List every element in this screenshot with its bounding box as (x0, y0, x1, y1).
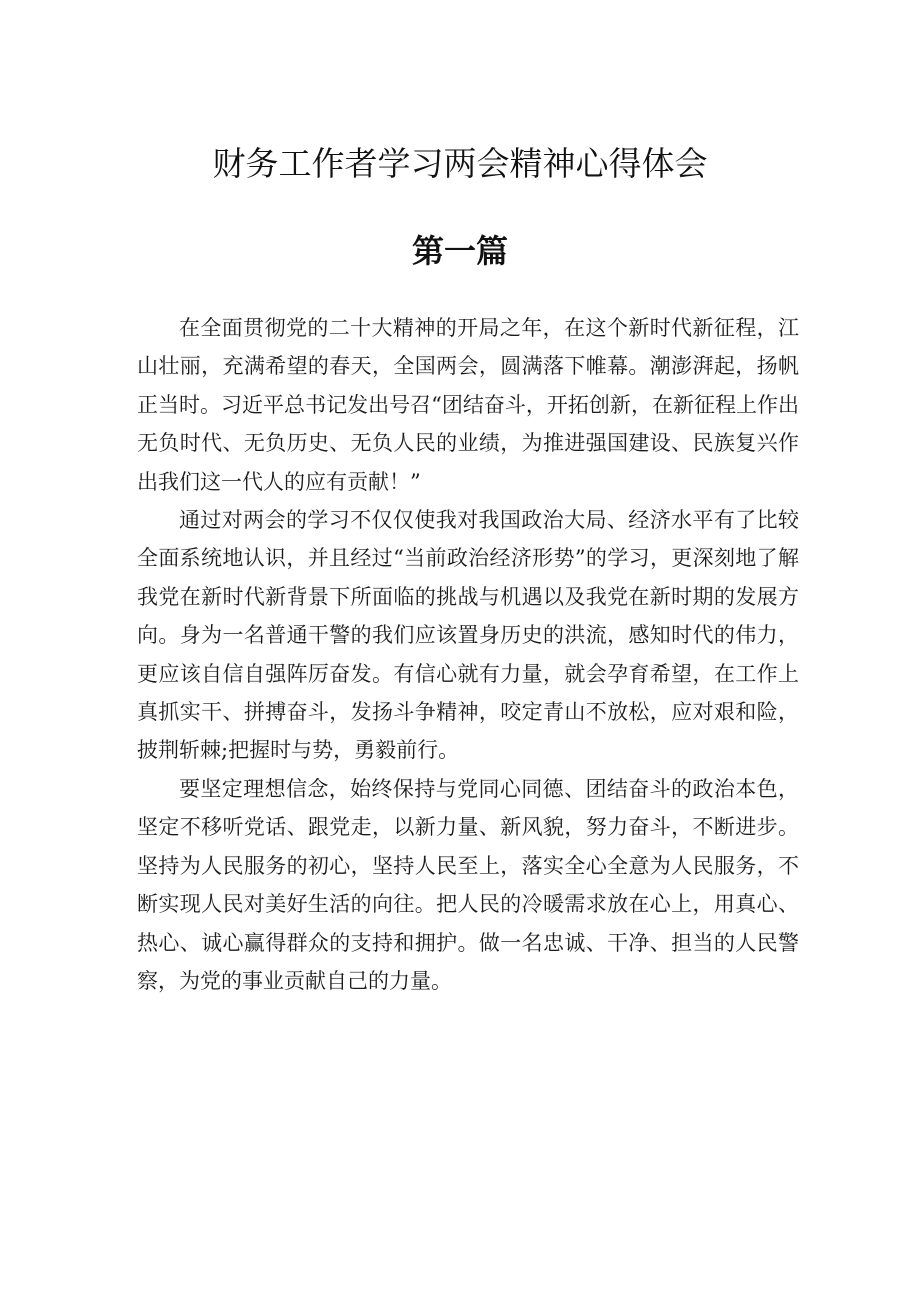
body-text (137, 309, 799, 1000)
page-title: 财务工作者学习两会精神心得体会 (212, 144, 708, 183)
paragraph-3: 要坚定理想信念，始终保持与党同心同德、团结奋斗的政治本色，坚定不移听党话、跟党走，以新力量、新风貌，努力奋斗，不断进步。坚持为人民服务的初心，坚持人民至上，落实全心全意为人民服务，不断实现人民对美好生活的向往。把人民的冷暖需求放在心上，用真心、热心、诚心赢得群众的支持和拥护。做一名忠诚、干净、担当的人民警察，为党的事业贡献自己的力量。 (137, 776, 799, 993)
section-heading: 第一篇 (411, 232, 508, 270)
paragraph-2: 通过对两会的学习不仅仅使我对我国政治大局、经济水平有了比较全面系统地认识，并且经过“当前政治经济形势”的学习，更深刻地了解我党在新时代新背景下所面临的挑战与机遇以及我党在新时期的发展方向。身为一名普通干警的我们应该置身历史的洪流，感知时代的伟力，更应该自信自强阵厉奋发。有信心就有力量，就会孕育希望，在工作上真抓实干、拼搏奋斗，发扬斗争精神，咬定青山不放松，应对艰和险，披荆斩棘;把握时与势，勇毅前行。 (137, 508, 799, 763)
paragraph-1: 在全面贯彻党的二十大精神的开局之年，在这个新时代新征程，江山壮丽，充满希望的春天，全国两会，圆满落下帷幕。潮澎湃起，扬帆正当时。习近平总书记发出号召“团结奋斗，开拓创新，在新征程上作出无负时代、无负历史、无负人民的业绩，为推进强国建设、民族复兴作出我们这一代人的应有贡献！” (137, 316, 799, 494)
